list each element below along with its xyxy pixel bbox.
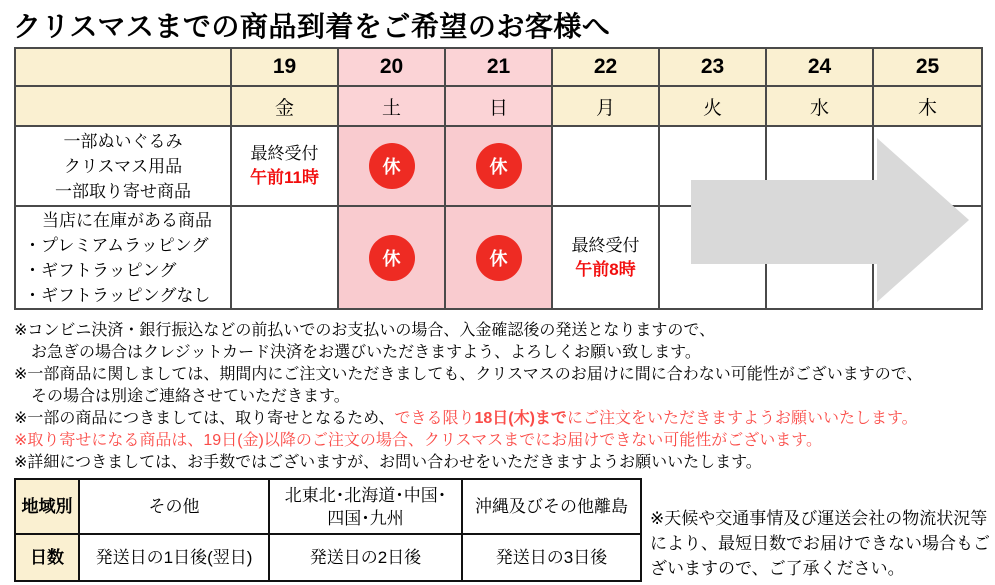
days-value-okinawa: 発送日の3日後 <box>463 535 640 580</box>
date-header-24: 24 <box>767 49 874 87</box>
closed-badge: 休 <box>369 143 415 189</box>
category-line: ・ギフトラッピング <box>24 260 177 280</box>
side-note-line: により、最短日数でお届けできない場合もご <box>650 534 990 553</box>
row2-deadline-cell <box>553 207 660 308</box>
side-note-line: ざいますので、ご了承ください。 <box>650 559 905 578</box>
category-line: 当店に在庫がある商品 <box>42 210 212 230</box>
product-category-row1 <box>16 127 232 207</box>
note-line-1: ※コンビニ決済・銀行振込などの前払いでのお支払いの場合、入金確認後の発送となりますので、 <box>14 322 716 339</box>
day-header-fri: 金 <box>232 87 339 127</box>
region-name-other: その他 <box>80 480 270 535</box>
day-header-mon: 月 <box>553 87 660 127</box>
product-category-row2 <box>16 207 232 308</box>
category-line: 一部取り寄せ商品 <box>55 181 191 201</box>
row2-empty-cell-23 <box>660 207 767 308</box>
date-header-22: 22 <box>553 49 660 87</box>
region-days-table <box>14 478 642 582</box>
deadline-time: 午前11時 <box>250 168 319 187</box>
note-line-4: その場合は別途ご連絡させていただきます。 <box>31 388 350 405</box>
category-line: ・ギフトラッピングなし <box>24 285 211 305</box>
day-header-sat: 土 <box>339 87 446 127</box>
row1-deadline-cell <box>232 127 339 207</box>
deadline-label: 最終受付 <box>250 144 319 163</box>
day-header-sun: 日 <box>446 87 553 127</box>
day-header-thu: 木 <box>874 87 981 127</box>
row1-empty-cell-25 <box>874 127 981 207</box>
date-header-19: 19 <box>232 49 339 87</box>
region-name-north: 北東北･北海道･中国･ 四国･九州 <box>270 480 463 535</box>
closed-badge: 休 <box>369 235 415 281</box>
row1-empty-cell-23 <box>660 127 767 207</box>
side-note-line: ※天候や交通事情及び運送会社の物流状況等 <box>650 509 988 528</box>
region-name-okinawa: 沖縄及びその他離島 <box>463 480 640 535</box>
note-red-text: にご注文をいただきますようお願いいたします。 <box>566 410 918 427</box>
date-header-25: 25 <box>874 49 981 87</box>
note-red-text: できる限り <box>394 410 475 427</box>
row1-empty-cell-22 <box>553 127 660 207</box>
days-value-north: 発送日の2日後 <box>270 535 463 580</box>
date-header-20: 20 <box>339 49 446 87</box>
note-line-6: ※取り寄せになる商品は、19日(金)以降のご注文の場合、クリスマスまでにお届けできない可能性がございます。 <box>14 432 822 449</box>
row2-empty-cell-25 <box>874 207 981 308</box>
note-line-5: ※一部の商品につきましては、取り寄せとなるため、できる限り18日(木)までにご注文をいただきますようお願いいたします。 <box>14 410 918 427</box>
delivery-schedule-table <box>14 47 983 310</box>
weather-delay-note <box>650 506 990 581</box>
date-header-empty-cell <box>16 49 232 87</box>
note-red-bold-text: 18日(木)まで <box>474 410 567 427</box>
region-header-cell: 地域別 <box>16 480 80 535</box>
page-title: クリスマスまでの商品到着をご希望のお客様へ <box>13 11 611 42</box>
closed-badge: 休 <box>476 235 522 281</box>
notes-section <box>14 320 922 474</box>
row1-closed-sun-cell <box>446 127 553 207</box>
row2-closed-sat-cell <box>339 207 446 308</box>
category-line: ・プレミアムラッピング <box>24 235 209 255</box>
note-line-2: お急ぎの場合はクレジットカード決済をお選びいただきますよう、よろしくお願い致します。 <box>31 344 701 361</box>
category-line: クリスマス用品 <box>63 156 183 176</box>
deadline-time: 午前8時 <box>575 259 636 279</box>
days-value-other: 発送日の1日後(翌日) <box>80 535 270 580</box>
row1-closed-sat-cell <box>339 127 446 207</box>
row2-closed-sun-cell <box>446 207 553 308</box>
row1-empty-cell-24 <box>767 127 874 207</box>
date-header-21: 21 <box>446 49 553 87</box>
closed-badge: 休 <box>476 143 522 189</box>
category-line: 一部ぬいぐるみ <box>63 131 183 151</box>
day-header-empty-cell <box>16 87 232 127</box>
note-line-3: ※一部商品に関しましては、期間内にご注文いただきましても、クリスマスのお届けに間に合わない可能性がございますので、 <box>14 366 923 383</box>
days-header-cell: 日数 <box>16 535 80 580</box>
day-header-wed: 水 <box>767 87 874 127</box>
note-line-7: ※詳細につきましては、お手数ではございますが、お問い合わせをいただきますようお願いいたします。 <box>14 454 762 471</box>
day-header-tue: 火 <box>660 87 767 127</box>
row2-empty-cell-19 <box>232 207 339 308</box>
date-header-23: 23 <box>660 49 767 87</box>
row2-empty-cell-24 <box>767 207 874 308</box>
deadline-label: 最終受付 <box>571 235 640 255</box>
